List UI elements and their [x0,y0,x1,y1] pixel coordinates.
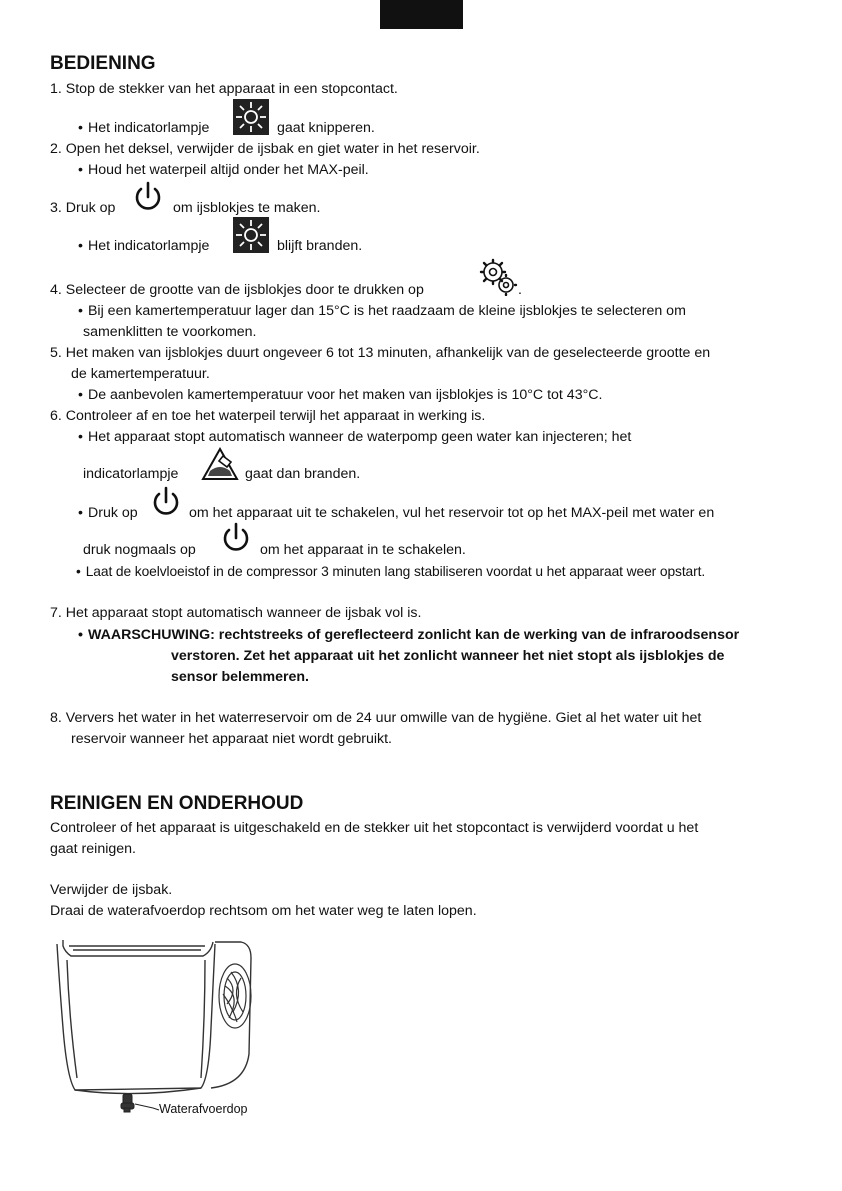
power-icon [219,521,253,555]
step-6-bullet-1-b: gaat dan branden. [245,466,361,482]
step-4-bullet-line-1: • Bij een kamertemperatuur lager dan 15°C is het raadzaam de kleine ijsblokjes te selecteren om [78,301,686,321]
step-7-warning-line-3: sensor belemmeren. [171,669,309,685]
step-4-end: . [518,282,522,298]
step-7-warning-line-2: verstoren. Zet het apparaat uit het zonlicht wanneer het niet stopt als ijsblokjes de [171,648,725,664]
step-6-bullet-3: • Laat de koelvloeistof in de compressor 3 minuten lang stabiliseren voordat u het apparaat weer opstart. [76,562,705,582]
step-3-bullet-a: • Het indicatorlampje [78,236,209,256]
page-tab-marker [380,0,463,29]
step-1-bullet-b: gaat knipperen. [277,120,375,136]
step-1-bullet-a: • Het indicatorlampje [78,118,209,138]
step-6-bullet-2-d: om het apparaat in te schakelen. [260,542,466,558]
step-6-bullet-2-a: • Druk op [78,503,138,523]
step-2-bullet: • Houd het waterpeil altijd onder het MAX-peil. [78,160,369,180]
step-5-line-1: 5. Het maken van ijsblokjes duurt ongeveer 6 tot 13 minuten, afhankelijk van de geselecteerde grootte en [50,345,711,361]
step-4: 4. Selecteer de grootte van de ijsblokjes door te drukken op [50,282,424,298]
step-5-line-2: de kamertemperatuur. [71,366,210,382]
sun-icon [233,99,269,135]
step-6: 6. Controleer af en toe het waterpeil terwijl het apparaat in werking is. [50,408,486,424]
step-7-warning-line-1: • WAARSCHUWING: rechtstreeks of gereflecteerd zonlicht kan de werking van de infraroodsensor [78,625,739,645]
step-2: 2. Open het deksel, verwijder de ijsbak en giet water in het reservoir. [50,141,480,157]
step-3-a: 3. Druk op [50,200,116,216]
step-3-bullet-b: blijft branden. [277,238,363,254]
step-8-line-2: reservoir wanneer het apparaat niet wordt gebruikt. [71,731,392,747]
step-5-bullet: • De aanbevolen kamertemperatuur voor het maken van ijsblokjes is 10°C tot 43°C. [78,385,602,405]
gears-icon [478,258,518,296]
sun-icon [233,217,269,253]
step-8-line-1: 8. Ververs het water in het waterreservoir om de 24 uur omwille van de hygiëne. Giet al het water uit het [50,710,702,726]
step-6-bullet-2-c: druk nogmaals op [83,542,196,558]
water-alert-icon [201,447,239,481]
section-heading-bediening: BEDIENING [50,53,156,74]
figure-label-drain-cap: Waterafvoerdop [159,1102,248,1116]
step-3-b: om ijsblokjes te maken. [173,200,321,216]
step-6-bullet-1-line-1: • Het apparaat stopt automatisch wanneer de waterpomp geen water kan injecteren; het [78,427,631,447]
step-6-bullet-2-b: om het apparaat uit te schakelen, vul het reservoir tot op het MAX-peil met water en [189,505,715,521]
section-heading-reinigen: REINIGEN EN ONDERHOUD [50,793,304,814]
ice-maker-drain-illustration [55,938,260,1123]
power-icon [149,485,183,519]
step-4-bullet-line-2: samenklitten te voorkomen. [83,324,257,340]
step-1: 1. Stop de stekker van het apparaat in een stopcontact. [50,81,398,97]
power-icon [131,180,165,214]
reinigen-paragraph-line-1: Controleer of het apparaat is uitgeschakeld en de stekker uit het stopcontact is verwijderd voordat u het [50,820,699,836]
reinigen-paragraph-line-2: gaat reinigen. [50,841,136,857]
step-7: 7. Het apparaat stopt automatisch wanneer de ijsbak vol is. [50,605,422,621]
step-6-bullet-1-a: indicatorlampje [83,466,179,482]
reinigen-remove-bin: Verwijder de ijsbak. [50,882,173,898]
reinigen-drain-instruction: Draai de waterafvoerdop rechtsom om het water weg te laten lopen. [50,903,477,919]
